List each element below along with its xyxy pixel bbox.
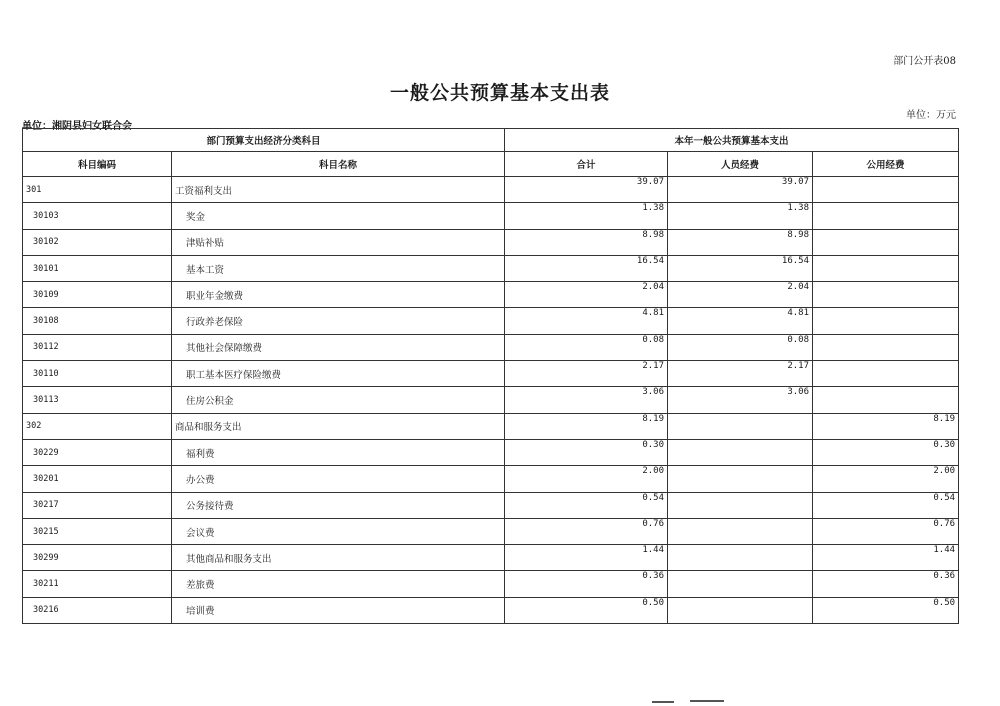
table-row: [23, 255, 959, 281]
cell-total: 16.54: [505, 255, 668, 281]
cell-name: 公务接待费: [172, 492, 505, 518]
cell-personnel: 39.07: [668, 177, 813, 203]
scan-mark: [652, 701, 674, 703]
cell-public: 0.30: [813, 439, 959, 465]
cell-total: 0.76: [505, 518, 668, 544]
cell-name: 其他商品和服务支出: [172, 545, 505, 571]
cell-code: 30103: [23, 203, 172, 229]
cell-name: 奖金: [172, 203, 505, 229]
cell-personnel: 8.98: [668, 229, 813, 255]
cell-personnel: [668, 466, 813, 492]
cell-public: 0.76: [813, 518, 959, 544]
cell-personnel: [668, 518, 813, 544]
cell-personnel: 1.38: [668, 203, 813, 229]
table-row: [23, 334, 959, 360]
table-row: [23, 545, 959, 571]
unit-organization: 单位：湘阴县妇女联合会: [22, 121, 132, 132]
page-title: 一般公共预算基本支出表: [389, 82, 610, 104]
table-row: [23, 229, 959, 255]
cell-public: 0.36: [813, 571, 959, 597]
budget-table: [22, 128, 959, 624]
table-group-header-row: [23, 129, 959, 152]
table-row: [23, 282, 959, 308]
cell-code: 30217: [23, 492, 172, 518]
cell-public: 0.50: [813, 597, 959, 623]
cell-public: [813, 387, 959, 413]
unit-currency: 单位：万元: [906, 110, 956, 121]
cell-personnel: [668, 439, 813, 465]
cell-code: 301: [23, 177, 172, 203]
table-row: [23, 439, 959, 465]
table-row: [23, 177, 959, 203]
cell-personnel: 2.17: [668, 361, 813, 387]
cell-personnel: [668, 492, 813, 518]
cell-public: [813, 203, 959, 229]
cell-public: 8.19: [813, 413, 959, 439]
cell-name: 商品和服务支出: [172, 413, 505, 439]
cell-name: 基本工资: [172, 255, 505, 281]
cell-total: 1.38: [505, 203, 668, 229]
cell-code: 30211: [23, 571, 172, 597]
table-row: [23, 203, 959, 229]
cell-code: 30102: [23, 229, 172, 255]
cell-public: [813, 361, 959, 387]
cell-public: 1.44: [813, 545, 959, 571]
scan-mark: [690, 700, 724, 702]
cell-total: 8.98: [505, 229, 668, 255]
table-row: [23, 466, 959, 492]
table-row: [23, 518, 959, 544]
column-header-public: 公用经费: [813, 152, 959, 177]
cell-total: 0.08: [505, 334, 668, 360]
cell-public: [813, 282, 959, 308]
cell-code: 30101: [23, 255, 172, 281]
column-header-personnel: 人员经费: [668, 152, 813, 177]
cell-name: 职工基本医疗保险缴费: [172, 361, 505, 387]
cell-total: 1.44: [505, 545, 668, 571]
column-header-total: 合计: [505, 152, 668, 177]
cell-name: 差旅费: [172, 571, 505, 597]
cell-public: [813, 308, 959, 334]
cell-code: 30229: [23, 439, 172, 465]
column-header-code: 科目编码: [23, 152, 172, 177]
cell-public: [813, 334, 959, 360]
cell-name: 住房公积金: [172, 387, 505, 413]
cell-total: 3.06: [505, 387, 668, 413]
table-row: [23, 308, 959, 334]
table-row: [23, 597, 959, 623]
cell-personnel: 4.81: [668, 308, 813, 334]
cell-total: 0.36: [505, 571, 668, 597]
column-header-name: 科目名称: [172, 152, 505, 177]
cell-personnel: 3.06: [668, 387, 813, 413]
cell-name: 办公费: [172, 466, 505, 492]
cell-code: 30110: [23, 361, 172, 387]
cell-name: 职业年金缴费: [172, 282, 505, 308]
cell-total: 4.81: [505, 308, 668, 334]
cell-personnel: [668, 571, 813, 597]
cell-total: 0.50: [505, 597, 668, 623]
table-body: [23, 177, 959, 624]
table-row: [23, 361, 959, 387]
table-row: [23, 387, 959, 413]
table-row: [23, 413, 959, 439]
cell-public: 0.54: [813, 492, 959, 518]
cell-code: 30216: [23, 597, 172, 623]
cell-code: 30201: [23, 466, 172, 492]
cell-code: 302: [23, 413, 172, 439]
group-header-classification: 部门预算支出经济分类科目: [23, 129, 505, 152]
cell-public: [813, 255, 959, 281]
cell-total: 0.54: [505, 492, 668, 518]
cell-public: [813, 177, 959, 203]
doc-code: 部门公开表08: [893, 56, 956, 67]
cell-code: 30109: [23, 282, 172, 308]
table-column-header-row: [23, 152, 959, 177]
cell-personnel: [668, 597, 813, 623]
cell-personnel: [668, 413, 813, 439]
cell-name: 福利费: [172, 439, 505, 465]
cell-code: 30215: [23, 518, 172, 544]
cell-public: 2.00: [813, 466, 959, 492]
cell-name: 行政养老保险: [172, 308, 505, 334]
cell-total: 2.04: [505, 282, 668, 308]
table-row: [23, 571, 959, 597]
cell-public: [813, 229, 959, 255]
cell-personnel: 0.08: [668, 334, 813, 360]
cell-name: 工资福利支出: [172, 177, 505, 203]
cell-total: 8.19: [505, 413, 668, 439]
cell-personnel: 2.04: [668, 282, 813, 308]
cell-total: 2.00: [505, 466, 668, 492]
cell-personnel: 16.54: [668, 255, 813, 281]
cell-personnel: [668, 545, 813, 571]
table-row: [23, 492, 959, 518]
cell-name: 津贴补贴: [172, 229, 505, 255]
cell-code: 30113: [23, 387, 172, 413]
cell-name: 其他社会保障缴费: [172, 334, 505, 360]
cell-total: 0.30: [505, 439, 668, 465]
cell-code: 30299: [23, 545, 172, 571]
cell-code: 30108: [23, 308, 172, 334]
cell-code: 30112: [23, 334, 172, 360]
cell-total: 2.17: [505, 361, 668, 387]
cell-name: 培训费: [172, 597, 505, 623]
cell-name: 会议费: [172, 518, 505, 544]
group-header-expenditure: 本年一般公共预算基本支出: [505, 129, 959, 152]
cell-total: 39.07: [505, 177, 668, 203]
